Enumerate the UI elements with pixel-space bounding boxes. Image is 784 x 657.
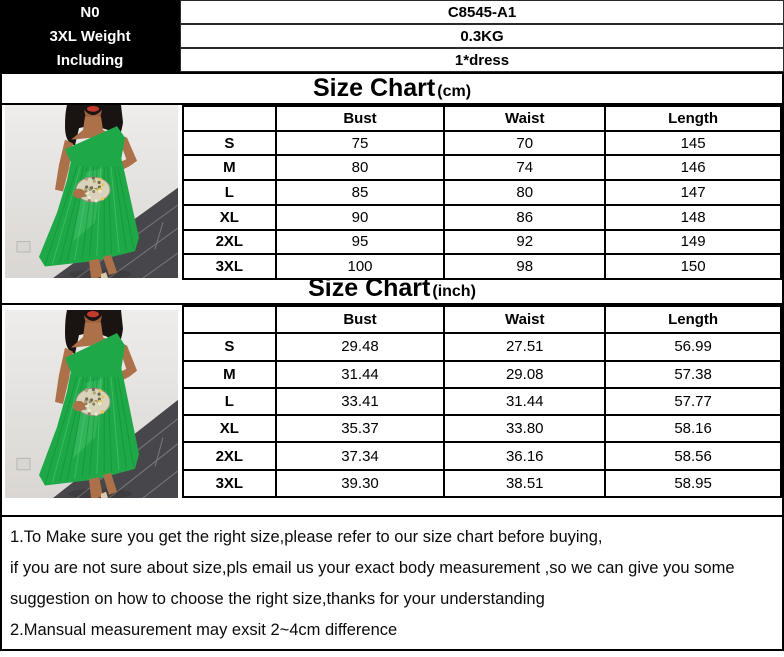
cm-value-waist: 74 xyxy=(444,155,605,180)
inch-value-waist: 38.51 xyxy=(444,470,605,497)
inch-size-label: M xyxy=(183,361,276,388)
size-chart-section xyxy=(0,72,784,515)
inch-header-empty xyxy=(183,306,276,333)
inch-row-l xyxy=(183,388,781,415)
inch-value-length: 58.16 xyxy=(605,415,781,442)
cm-row-m xyxy=(183,155,781,180)
cm-size-label: 2XL xyxy=(183,230,276,255)
cm-value-bust: 100 xyxy=(276,254,445,279)
cm-header-row xyxy=(183,106,781,131)
note-line-3: suggestion on how to choose the right size,thanks for your understanding xyxy=(10,590,545,608)
cm-row-l xyxy=(183,180,781,205)
cm-size-label: XL xyxy=(183,205,276,230)
cm-chart-row xyxy=(2,105,782,280)
cm-size-label: L xyxy=(183,180,276,205)
note-line-4: 2.Mansual measurement may exsit 2~4cm difference xyxy=(10,621,398,639)
cm-value-waist: 80 xyxy=(444,180,605,205)
cm-value-waist: 92 xyxy=(444,230,605,255)
inch-size-label: L xyxy=(183,388,276,415)
info-label-1: 3XL Weight xyxy=(0,24,180,48)
cm-col-header-length: Length xyxy=(605,106,781,131)
cm-value-length: 148 xyxy=(605,205,781,230)
cm-value-bust: 95 xyxy=(276,230,445,255)
size-chart-cm-unit: (cm) xyxy=(437,83,472,100)
cm-value-waist: 86 xyxy=(444,205,605,230)
size-chart-inch-table xyxy=(182,305,782,498)
cm-row-3xl xyxy=(183,254,781,279)
inch-col-header-length: Length xyxy=(605,306,781,333)
size-chart-cm-table xyxy=(182,105,782,280)
inch-value-bust: 29.48 xyxy=(276,333,445,360)
cm-value-bust: 90 xyxy=(276,205,445,230)
cm-size-label: 3XL xyxy=(183,254,276,279)
inch-value-length: 57.38 xyxy=(605,361,781,388)
inch-value-bust: 39.30 xyxy=(276,470,445,497)
product-photo-pane-2 xyxy=(2,305,182,498)
inch-value-length: 58.95 xyxy=(605,470,781,497)
inch-value-bust: 35.37 xyxy=(276,415,445,442)
inch-value-waist: 31.44 xyxy=(444,388,605,415)
cm-value-length: 145 xyxy=(605,131,781,156)
inch-row-3xl xyxy=(183,470,781,497)
note-line-1: 1.To Make sure you get the right size,please refer to our size chart before buying, xyxy=(10,528,603,546)
model-photo-illustration xyxy=(5,310,178,498)
cm-size-label: M xyxy=(183,155,276,180)
inch-row-m xyxy=(183,361,781,388)
inch-value-length: 56.99 xyxy=(605,333,781,360)
cm-value-bust: 80 xyxy=(276,155,445,180)
size-chart-cm-title-text: Size Chart xyxy=(312,74,436,102)
size-chart-inch-title xyxy=(2,274,782,305)
cm-value-length: 149 xyxy=(605,230,781,255)
info-label-2: Including xyxy=(0,48,180,72)
inch-chart-row xyxy=(2,305,782,498)
model-photo-illustration xyxy=(5,105,178,278)
cm-value-length: 147 xyxy=(605,180,781,205)
inch-col-header-bust: Bust xyxy=(276,306,445,333)
inch-value-waist: 27.51 xyxy=(444,333,605,360)
inch-value-length: 58.56 xyxy=(605,442,781,469)
inch-row-2xl xyxy=(183,442,781,469)
size-chart-cm-title xyxy=(2,74,782,105)
info-value-0: C8545-A1 xyxy=(180,0,784,24)
inch-value-bust: 33.41 xyxy=(276,388,445,415)
inch-row-s xyxy=(183,333,781,360)
inch-value-waist: 29.08 xyxy=(444,361,605,388)
inch-size-label: 3XL xyxy=(183,470,276,497)
inch-size-label: XL xyxy=(183,415,276,442)
size-chart-inch-title-text: Size Chart xyxy=(308,274,431,302)
info-value-2: 1*dress xyxy=(180,48,784,72)
cm-row-s xyxy=(183,131,781,156)
cm-value-waist: 98 xyxy=(444,254,605,279)
info-value-1: 0.3KG xyxy=(180,24,784,48)
cm-size-label: S xyxy=(183,131,276,156)
info-label-0: N0 xyxy=(0,0,180,24)
cm-row-2xl xyxy=(183,230,781,255)
inch-value-waist: 33.80 xyxy=(444,415,605,442)
inch-row-xl xyxy=(183,415,781,442)
inch-header-row xyxy=(183,306,781,333)
product-photo-2 xyxy=(5,310,178,498)
cm-value-length: 150 xyxy=(605,254,781,279)
cm-value-bust: 85 xyxy=(276,180,445,205)
inch-value-bust: 37.34 xyxy=(276,442,445,469)
inch-value-bust: 31.44 xyxy=(276,361,445,388)
product-photo-1 xyxy=(5,105,178,278)
inch-value-waist: 36.16 xyxy=(444,442,605,469)
cm-value-waist: 70 xyxy=(444,131,605,156)
sizing-notes xyxy=(0,515,784,651)
product-photo-pane-1 xyxy=(2,105,182,280)
note-line-2: if you are not sure about size,pls email us your exact body measurement ,so we can give you some xyxy=(10,559,735,577)
size-chart-inch-unit: (inch) xyxy=(432,283,476,300)
cm-value-bust: 75 xyxy=(276,131,445,156)
cm-value-length: 146 xyxy=(605,155,781,180)
inch-size-label: S xyxy=(183,333,276,360)
inch-value-length: 57.77 xyxy=(605,388,781,415)
cm-col-header-waist: Waist xyxy=(444,106,605,131)
bottom-spacer xyxy=(2,498,782,515)
inch-col-header-waist: Waist xyxy=(444,306,605,333)
inch-size-label: 2XL xyxy=(183,442,276,469)
cm-header-empty xyxy=(183,106,276,131)
product-info-table xyxy=(0,0,784,72)
cm-row-xl xyxy=(183,205,781,230)
cm-col-header-bust: Bust xyxy=(276,106,445,131)
